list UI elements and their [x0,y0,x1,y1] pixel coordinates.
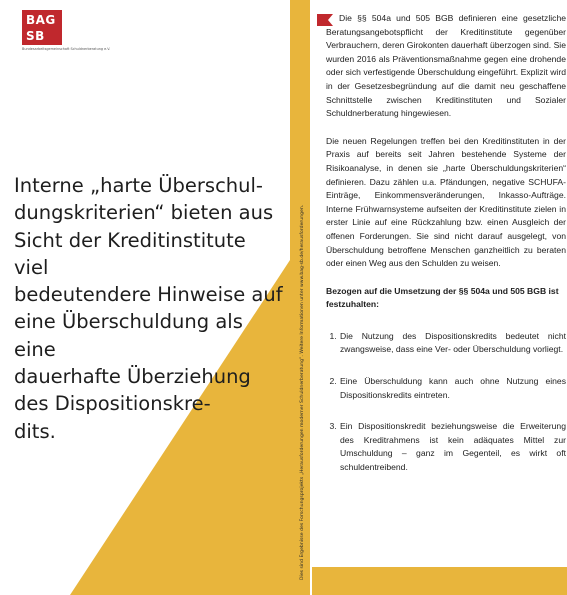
list-item: 1. Die Nutzung des Dispositionskredits bedeutet nicht zwangsweise, dass eine Ver- oder Überschuldung vorliegt. [339,330,566,357]
bagsb-logo [22,10,111,58]
pull-quote: Interne „harte Überschul- dungskriterien“ bieten aus Sicht der Kreditinstitute viel bedeutendere Hinweise auf eine Überschuldung als eine dauerhafte Überziehung des Dispositionskre- dits. [14,174,283,443]
right-column [312,0,567,595]
logo-text-line1: BAG [26,13,56,27]
list-heading: Bezogen auf die Umsetzung der §§ 504a und 505 BGB ist festzuhalten: [326,285,559,310]
logo-mark [22,10,62,45]
paragraph-1: Die §§ 504a und 505 BGB definieren eine gesetzliche Beratungsangebotspflicht der Kreditinstitute gegenüber Verbrauchern, deren Girokonten dauerhaft überzogen sind. Sie wurden 2016 als Präventionsmaßnahme gegen eine drohende oder sich verfestigende Überschuldung eingeführt. Explizit wird in der Gesetzesbegründung auf die damit neu geschaffene Schnittstelle zwischen Kreditinstituten und Sozialer Schuldnerberatung hingewiesen. [326,13,566,119]
paragraph-2: Die neuen Regelungen treffen bei den Kreditinstituten in der Praxis auf bereits seit Jahren bestehende Systeme der Risikoanalyse, in denen sie „harte Überschuldungskriterien“ definieren. Dazu zählen u.a. Pfändungen, negative SCHUFA-Einträge, Einkommensveränderungen, Inkasso-Aufträge. Interne Frühwarnsysteme aufseiten der Kreditinstitute zielen in erster Linie auf eine Rückzahlung bzw. einen Ausgleich der offenen Forderungen. Sie sind nicht darauf ausgelegt, von Überschuldung betroffene Menschen ganzheitlich zu beraten oder einen Weg aus den Schulden zu weisen. [326,135,566,269]
vertical-strip [290,0,310,595]
logo-text-line2: SB [26,29,45,43]
findings-list [326,330,566,475]
strip-caption: Dies sind Ergebnisse des Forschungsprojekts „Herausforderungen moderner Schuldnerberatung“. Weitere Informationen unter www.bag-sb.de/herausforderungen. [300,204,305,580]
list-item: 2. Eine Überschuldung kann auch ohne Nutzung eines Dispositionskredits eintreten. [339,375,566,402]
list-item: 3. Ein Dispositionskredit beziehungsweise die Erweiterung des Kreditrahmens ist kein adäquates Mittel zur Umschuldung – ganz im Gegenteil, es wirkt oft schuldentreibend. [339,420,566,474]
body-text [326,12,566,493]
strip-text-wrapper [290,0,310,595]
logo-subtitle: Bundesarbeitsgemeinschaft Schuldnerberatung e.V. [22,47,111,51]
bottom-accent-bar [312,567,567,595]
